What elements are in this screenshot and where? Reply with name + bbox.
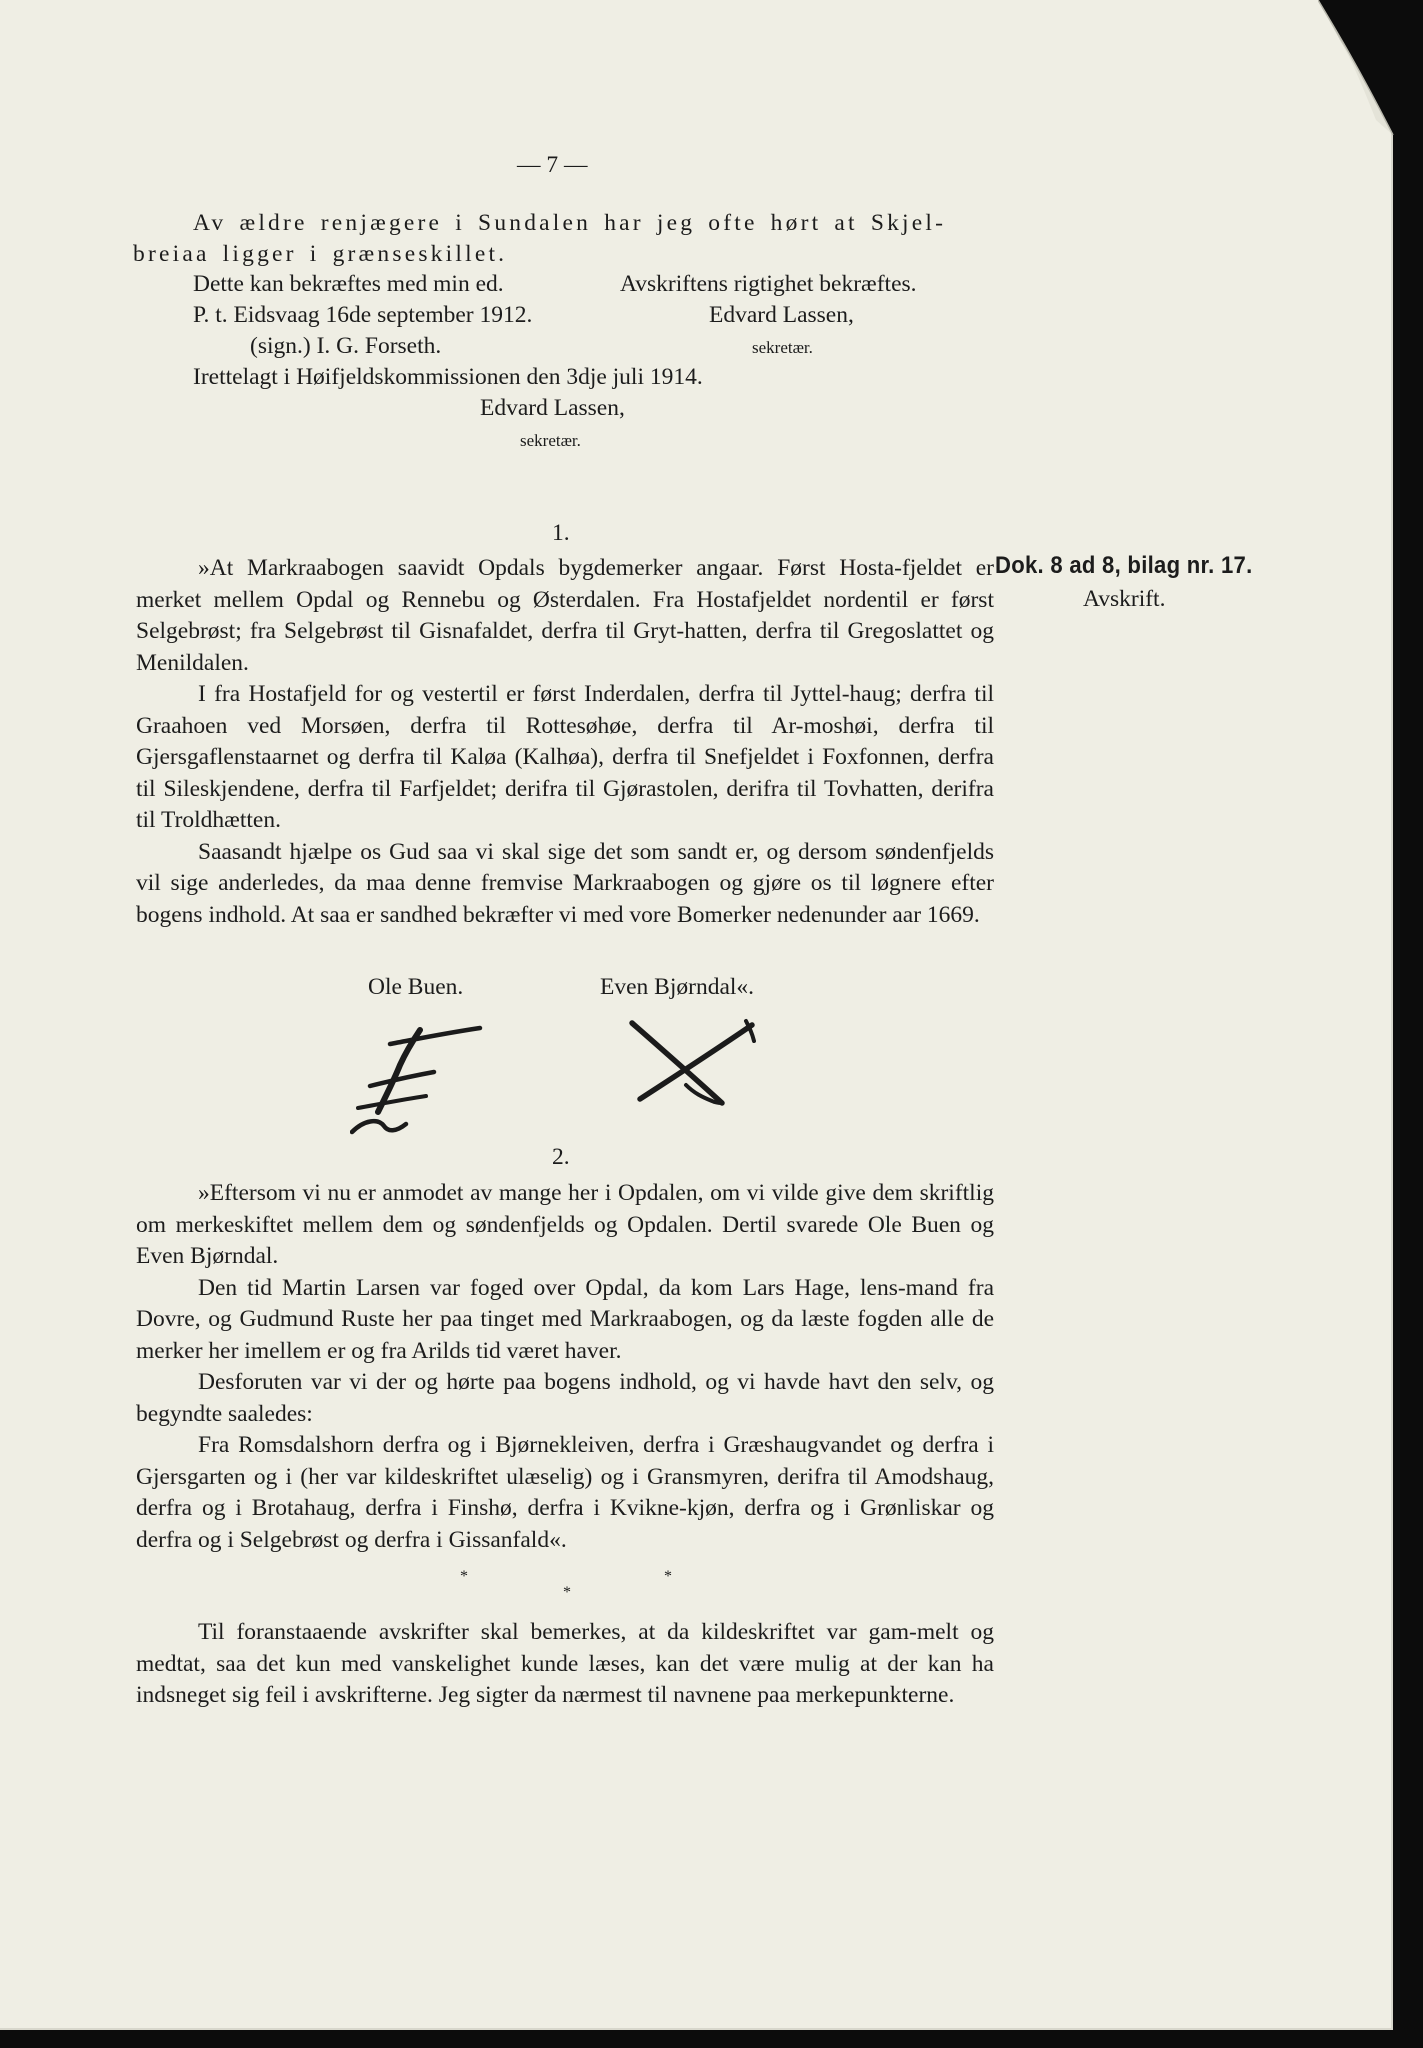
closing-text bbox=[136, 1617, 994, 1712]
section-2-number: 2. bbox=[552, 1144, 570, 1170]
signer-center: Edvard Lassen, bbox=[480, 395, 625, 421]
section-1-number: 1. bbox=[552, 520, 570, 546]
section-1-text bbox=[136, 553, 994, 931]
title-center: sekretær. bbox=[520, 431, 581, 450]
separator-star: * bbox=[460, 1568, 468, 1585]
section-2-paragraph: Desforuten var vi der og hørte paa bogens indhold, og vi havde havt den selv, og begyndte saaledes: bbox=[136, 1369, 994, 1427]
folded-corner bbox=[1318, 0, 1398, 140]
closing-paragraph: Til foranstaaende avskrifter skal bemerkes, at da kildeskriftet var gam-melt og medtat, saa det kun med vanskelighet kunde læses, kan det være mulig at der kan ha indsneget sig feil i avskrifterne. Jeg sigter da nærmest til navnene paa merkepunkterne. bbox=[136, 1619, 994, 1708]
section-1-paragraph: Saasandt hjælpe os Gud saa vi skal sige det som sandt er, og dersom søndenfjelds vil sige anderledes, da maa denne fremvise Markraabogen og gjøre os til løgnere efter bogens indhold. At saa er sandhed bekræfter vi med vore Bomerker nedenunder aar 1669. bbox=[136, 838, 994, 928]
intro-line-2: breiaa ligger i grænseskillet. bbox=[133, 241, 508, 267]
signed-by: (sign.) I. G. Forseth. bbox=[250, 333, 442, 359]
signer-ole-buen: Ole Buen. bbox=[368, 974, 464, 1000]
intro-line-1: Av ældre renjægere i Sundalen har jeg ofte hørt at Skjel- bbox=[193, 210, 947, 236]
section-2-paragraph: »Eftersom vi nu er anmodet av mange her i Opdalen, om vi vilde give dem skriftlig om merkeskiftet mellem dem og søndenfjelds og Opdalen. Dertil svarede Ole Buen og Even Bjørndal. bbox=[136, 1180, 994, 1269]
house-mark-even-bjorndal bbox=[628, 1015, 763, 1120]
separator-star: * bbox=[563, 1584, 571, 1601]
confirm-statement: Dette kan bekræftes med min ed. bbox=[193, 271, 504, 297]
title-right: sekretær. bbox=[752, 338, 813, 357]
signer-right: Edvard Lassen, bbox=[709, 302, 854, 328]
section-2-text bbox=[136, 1178, 994, 1556]
house-mark-ole-buen bbox=[350, 1020, 490, 1135]
document-reference: Dok. 8 ad 8, bilag nr. 17. bbox=[995, 552, 1253, 579]
section-1-paragraph: I fra Hostafjeld for og vestertil er først Inderdalen, derfra til Jyttel-haug; derfra til Graahoen ved Morsøen, derfra til Rottesøhøe, derfra til Ar-moshøi, derfra til Gjersgaflenstaarnet og derfra til Kaløa (Kalhøa), derfra til Snefjeldet i Foxfonnen, derfra til Sileskjendene, derfra til Farfjeldet; derifra til Gjørastolen, derifra til Tovhatten, derifra til Troldhætten. bbox=[136, 681, 994, 833]
section-1-paragraph: »At Markraabogen saavidt Opdals bygdemerker angaar. Først Hosta-fjeldet er merket mellem Opdal og Rennebu og Østerdalen. Fra Hostafjeldet nordentil er først Selgebrøst; fra Selgebrøst til Gisnafaldet, derfra til Gryt-hatten, derfra til Gregoslattet og Menildalen. bbox=[136, 555, 994, 676]
margin-subtitle: Avskrift. bbox=[1083, 586, 1166, 612]
filed-note: Irettelagt i Høifjeldskommissionen den 3dje juli 1914. bbox=[193, 364, 703, 390]
section-2-paragraph: Den tid Martin Larsen var foged over Opdal, da kom Lars Hage, lens-mand fra Dovre, og Gudmund Ruste her paa tinget med Markraabogen, og da læste fogden alle de merker her imellem er og fra Arilds tid været haver. bbox=[136, 1274, 994, 1364]
place-date: P. t. Eidsvaag 16de september 1912. bbox=[193, 302, 533, 328]
signer-even-bjorndal: Even Bjørndal«. bbox=[600, 974, 755, 1000]
section-2-paragraph: Fra Romsdalshorn derfra og i Bjørnekleiven, derfra i Græshaugvandet og derfra i Gjersgarten og i (her var kildeskriftet ulæselig) og i Gransmyren, derifra til Amodshaug, derfra og i Brotahaug, derfra i Finshø, derfra i Kvikne-kjøn, derfra og i Grønliskar og derfra og i Selgebrøst og derfra i Gissanfald«. bbox=[136, 1432, 994, 1553]
page-number: — 7 — bbox=[517, 152, 588, 178]
transcript-confirmation: Avskriftens rigtighet bekræftes. bbox=[620, 271, 917, 297]
separator-star: * bbox=[664, 1568, 672, 1585]
